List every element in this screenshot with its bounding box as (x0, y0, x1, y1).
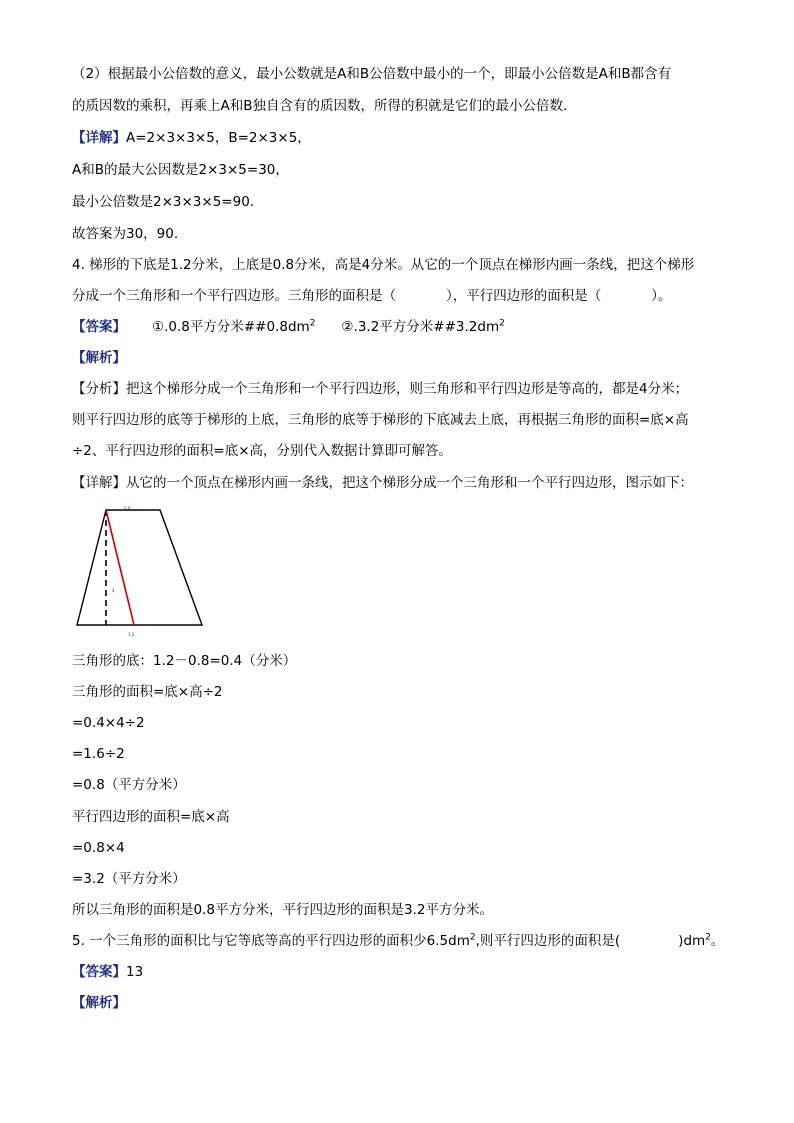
q4-step2: 三角形的面积=底×高÷2 (72, 684, 223, 700)
q4-line2b: ），平行四边形的面积是（ (446, 288, 602, 304)
q5-text-c: )dm (678, 933, 706, 949)
q4-line2 (72, 286, 672, 306)
q4-step1: 三角形的底：1.2－0.8=0.4（分米） (72, 653, 297, 669)
q5-text-d: 。 (710, 933, 725, 949)
detail-tag-2: 【详解】 (72, 475, 126, 491)
ans2-sup: 2 (499, 318, 505, 329)
ans1-text: .0.8平方分米##0.8dm (164, 319, 310, 335)
answer-tag: 【答案】 (72, 319, 126, 335)
q5-sup1: 2 (469, 932, 476, 943)
q4-conclusion: 所以三角形的面积是0.8平方分米，平行四边形的面积是3.2平方分米。 (72, 902, 493, 918)
detail1-line1 (72, 128, 311, 148)
q4-step4: =1.6÷2 (72, 746, 125, 762)
trapezoid-figure (74, 505, 204, 640)
analysis-sub-tag: 【分析】 (72, 381, 126, 397)
label-bottom-base: 1.2 (128, 632, 135, 637)
q4-line2a: 分成一个三角形和一个平行四边形。三角形的面积是（ (72, 288, 396, 304)
q4-detail (72, 473, 693, 493)
q4-analysis-2: 则平行四边形的底等于梯形的上底，三角形的底等于梯形的下底减去上底，再根据三角形的面积=底×高 (72, 412, 689, 428)
ans2-text: .3.2平方分米##3.2dm (353, 319, 500, 335)
q4-analysis-3: ÷2、平行四边形的面积=底×高，分别代入数据计算即可解答。 (72, 443, 453, 459)
q4-line1: 4. 梯形的下底是1.2分米，上底是0.8分米，高是4分米。从它的一个顶点在梯形内画一条线，把这个梯形 (72, 257, 695, 273)
detail1-line2: A和B的最大公因数是2×3×5=30， (72, 162, 289, 178)
q4-step5: =0.8（平方分米） (72, 777, 186, 793)
detail-text: A=2×3×3×5，B=2×3×5， (126, 130, 311, 146)
trapezoid-outline (77, 510, 202, 625)
detail-text-2: 从它的一个顶点在梯形内画一条线，把这个梯形分成一个三角形和一个平行四边形，图示如下： (126, 475, 693, 491)
q5-text-a: 5. 一个三角形的面积比与它等底等高的平行四边形的面积少6.5dm (72, 933, 470, 949)
detail1-line3: 最小公倍数是2×3×3×5=90. (72, 194, 255, 210)
ans2-mark: ② (341, 319, 354, 335)
q5-answer-value: 13 (126, 964, 144, 980)
q4-line2c: ）。 (651, 288, 672, 304)
q4-step8: =3.2（平方分米） (72, 871, 186, 887)
ans1-sup: 2 (309, 318, 316, 329)
ans1-mark: ① (152, 319, 165, 335)
q4-analysis-1 (72, 379, 688, 399)
q5-text-b: ,则平行四边形的面积是( (475, 933, 621, 949)
analysis-text-1: 把这个梯形分成一个三角形和一个平行四边形，则三角形和平行四边形是等高的，都是4分米； (126, 381, 689, 397)
q5-answer-tag: 【答案】 (72, 964, 126, 980)
detail-tag: 【详解】 (72, 130, 126, 146)
red-dividing-line (106, 510, 134, 625)
detail1-line4: 故答案为30，90. (72, 226, 179, 242)
q4-step6: 平行四边形的面积=底×高 (72, 809, 230, 825)
label-height: 4 (112, 588, 115, 593)
q5-answer (72, 962, 143, 982)
q5-analysis-tag: 【解析】 (72, 995, 126, 1011)
q4-answer (72, 317, 505, 337)
q4-step7: =0.8×4 (72, 840, 125, 856)
q4-step3: =0.4×4÷2 (72, 715, 145, 731)
q4-analysis-tag: 【解析】 (72, 350, 126, 366)
p2-line2: 的质因数的乘积，再乘上A和B独自含有的质因数，所得的积就是它们的最小公倍数. (72, 98, 568, 114)
q5-line1 (72, 931, 724, 951)
label-top-base: 0.8 (124, 506, 131, 511)
q5-sup2: 2 (705, 932, 711, 943)
p2-line1: （2）根据最小公倍数的意义，最小公数就是A和B公倍数中最小的一个，即最小公倍数是A和B都含有 (72, 66, 672, 82)
